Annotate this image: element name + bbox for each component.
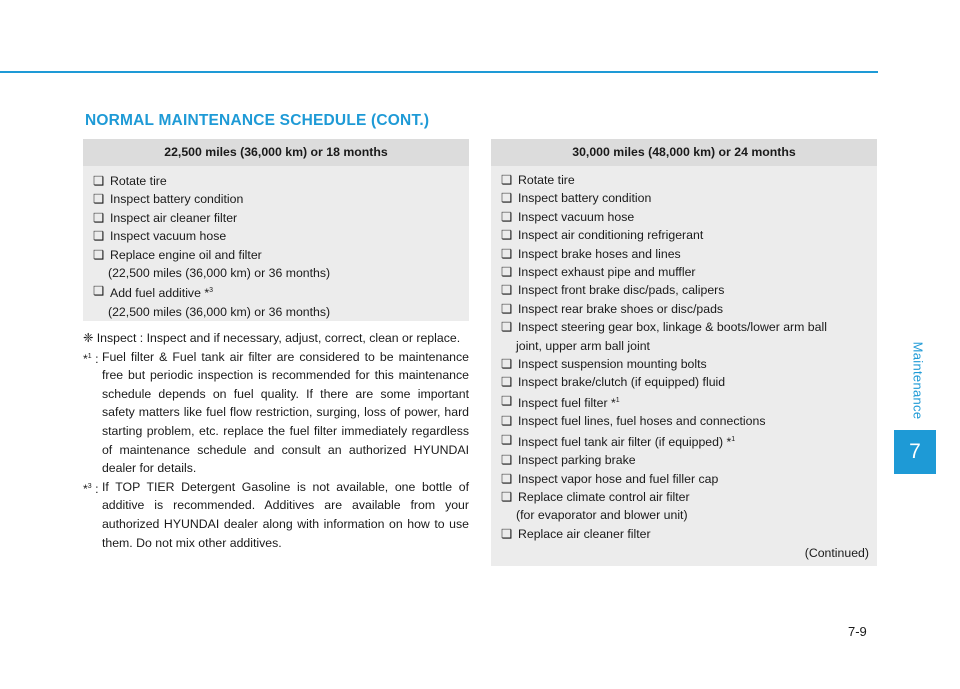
checklist-item xyxy=(501,226,877,244)
checklist-item-text: Replace engine oil and filter xyxy=(110,247,262,262)
checklist-item xyxy=(93,282,469,321)
inspect-note-text: Inspect and if necessary, adjust, correct, clean or replace. xyxy=(146,331,461,345)
checklist-item xyxy=(501,263,877,281)
checklist-item xyxy=(501,300,877,318)
checkbox-icon: ❏ xyxy=(93,284,105,299)
checklist-item-text: Inspect fuel lines, fuel hoses and connections xyxy=(518,414,766,429)
checklist-item xyxy=(93,246,469,283)
checkbox-icon: ❏ xyxy=(501,191,513,206)
checkbox-icon: ❏ xyxy=(501,432,513,447)
checklist-item xyxy=(501,451,877,469)
checklist-item xyxy=(501,488,877,525)
checklist-item-text: Inspect vacuum hose xyxy=(518,209,635,224)
checklist-item-text: Replace climate control air filter xyxy=(518,489,690,504)
checkbox-icon: ❏ xyxy=(501,283,513,298)
checkbox-icon: ❏ xyxy=(501,228,513,243)
checkbox-icon: ❏ xyxy=(501,357,513,372)
checkbox-icon: ❏ xyxy=(501,246,513,261)
checklist-item-text: Inspect fuel filter * xyxy=(518,395,616,410)
footnote-1 xyxy=(83,348,469,478)
checklist-item-text: Inspect battery condition xyxy=(110,192,244,207)
checklist-item-note: (22,500 miles (36,000 km) or 36 months) xyxy=(108,304,331,319)
footnote-3 xyxy=(83,478,469,552)
checklist-item xyxy=(501,392,877,412)
footnote-ref: 1 xyxy=(615,396,620,404)
checklist-item-note: (22,500 miles (36,000 km) or 36 months) xyxy=(108,266,331,281)
checkbox-icon: ❏ xyxy=(501,471,513,486)
checklist-item xyxy=(501,470,877,488)
checklist-item-text: Inspect air cleaner filter xyxy=(110,210,238,225)
checkbox-icon: ❏ xyxy=(501,301,513,316)
checkbox-icon: ❏ xyxy=(501,489,513,504)
checkbox-icon: ❏ xyxy=(93,247,105,262)
footnote-ref: 1 xyxy=(731,435,736,443)
checklist-item xyxy=(501,318,877,355)
schedule-list xyxy=(491,166,877,543)
checklist-item-text: Replace air cleaner filter xyxy=(518,526,651,541)
checklist-item-text: Inspect air conditioning refrigerant xyxy=(518,228,704,243)
checklist-item-text: Inspect vacuum hose xyxy=(110,229,227,244)
schedule-header: 30,000 miles (48,000 km) or 24 months xyxy=(491,139,877,166)
footnote-ref: 3 xyxy=(209,287,214,295)
inspect-note-label: ❈ Inspect : xyxy=(83,331,144,345)
schedule-box-30000 xyxy=(491,139,877,566)
checklist-item-note: (for evaporator and blower unit) xyxy=(516,508,688,523)
footnote-1-label: *$^1$ : xyxy=(83,351,102,366)
checklist-item-text: Inspect vapor hose and fuel filler cap xyxy=(518,471,719,486)
checklist-item xyxy=(93,227,469,245)
footnote-1-text: Fuel filter & Fuel tank air filter are considered to be maintenance free but periodic inspection is recommended for this maintenance schedule depends on fuel quality. If there are some important safety matters like fuel flow restriction, surging, loss of power, hard starting problem, etc. replace the fuel filter immediately regardless of maintenance schedule and consult an authorized HYUNDAI dealer for details. xyxy=(101,349,469,476)
checklist-item-text: Inspect steering gear box, linkage & boots/lower arm ball xyxy=(518,320,827,335)
checklist-item-note: joint, upper arm ball joint xyxy=(516,338,650,353)
checkbox-icon: ❏ xyxy=(501,393,513,408)
page-title: NORMAL MAINTENANCE SCHEDULE (CONT.) xyxy=(85,112,430,129)
checkbox-icon: ❏ xyxy=(93,174,105,188)
sidebar-section-label xyxy=(898,340,938,420)
page-number: 7-9 xyxy=(848,624,867,639)
continued-label: (Continued) xyxy=(804,546,869,560)
checklist-item-text: Inspect suspension mounting bolts xyxy=(518,357,707,372)
schedule-list xyxy=(83,166,469,321)
inspect-note xyxy=(83,329,469,348)
checklist-item xyxy=(501,189,877,207)
checklist-item-text: Inspect fuel tank air filter (if equipped) * xyxy=(518,434,732,449)
checklist-item-text: Inspect rear brake shoes or disc/pads xyxy=(518,301,724,316)
checklist-item-text: Inspect brake hoses and lines xyxy=(518,246,681,261)
chapter-tab: 7 xyxy=(894,430,936,474)
checkbox-icon: ❏ xyxy=(501,173,513,187)
checklist-item xyxy=(501,171,877,189)
checklist-item-text: Inspect parking brake xyxy=(518,453,636,468)
checklist-item xyxy=(501,525,877,543)
checkbox-icon: ❏ xyxy=(501,414,513,429)
checklist-item xyxy=(501,208,877,226)
notes-section xyxy=(83,329,469,552)
checklist-item xyxy=(501,431,877,451)
checklist-item-text: Inspect front brake disc/pads, calipers xyxy=(518,283,725,298)
checklist-item-text: Add fuel additive * xyxy=(110,286,210,301)
checkbox-icon: ❏ xyxy=(501,453,513,468)
checkbox-icon: ❏ xyxy=(93,192,105,207)
checkbox-icon: ❏ xyxy=(501,209,513,224)
checklist-item-text: Inspect exhaust pipe and muffler xyxy=(518,265,696,280)
checkbox-icon: ❏ xyxy=(93,229,105,244)
checkbox-icon: ❏ xyxy=(501,265,513,280)
checklist-item-text: Inspect battery condition xyxy=(518,191,652,206)
top-rule xyxy=(0,71,878,73)
checkbox-icon: ❏ xyxy=(93,210,105,225)
checklist-item xyxy=(93,209,469,227)
checkbox-icon: ❏ xyxy=(501,526,513,541)
checklist-item-text: Rotate tire xyxy=(518,173,575,187)
footnote-3-text: If TOP TIER Detergent Gasoline is not available, one bottle of additive is recommended. Additives are available from your authorized HYUNDAI dealer along with information on how to use them. Do not mix other additives. xyxy=(101,479,469,550)
checklist-item-text: Inspect brake/clutch (if equipped) fluid xyxy=(518,375,726,390)
checklist-item xyxy=(501,245,877,263)
checkbox-icon: ❏ xyxy=(501,375,513,390)
checklist-item xyxy=(501,355,877,373)
checklist-item xyxy=(501,281,877,299)
checklist-item xyxy=(501,373,877,391)
checkbox-icon: ❏ xyxy=(501,320,513,335)
footnote-3-label: *$^3$ : xyxy=(83,481,102,496)
checklist-item-text: Rotate tire xyxy=(110,174,167,188)
checklist-item xyxy=(93,190,469,208)
checklist-item xyxy=(93,172,469,190)
sidebar-label-text: Maintenance xyxy=(910,341,926,419)
schedule-box-22500 xyxy=(83,139,469,321)
schedule-header: 22,500 miles (36,000 km) or 18 months xyxy=(83,139,469,166)
checklist-item xyxy=(501,412,877,430)
